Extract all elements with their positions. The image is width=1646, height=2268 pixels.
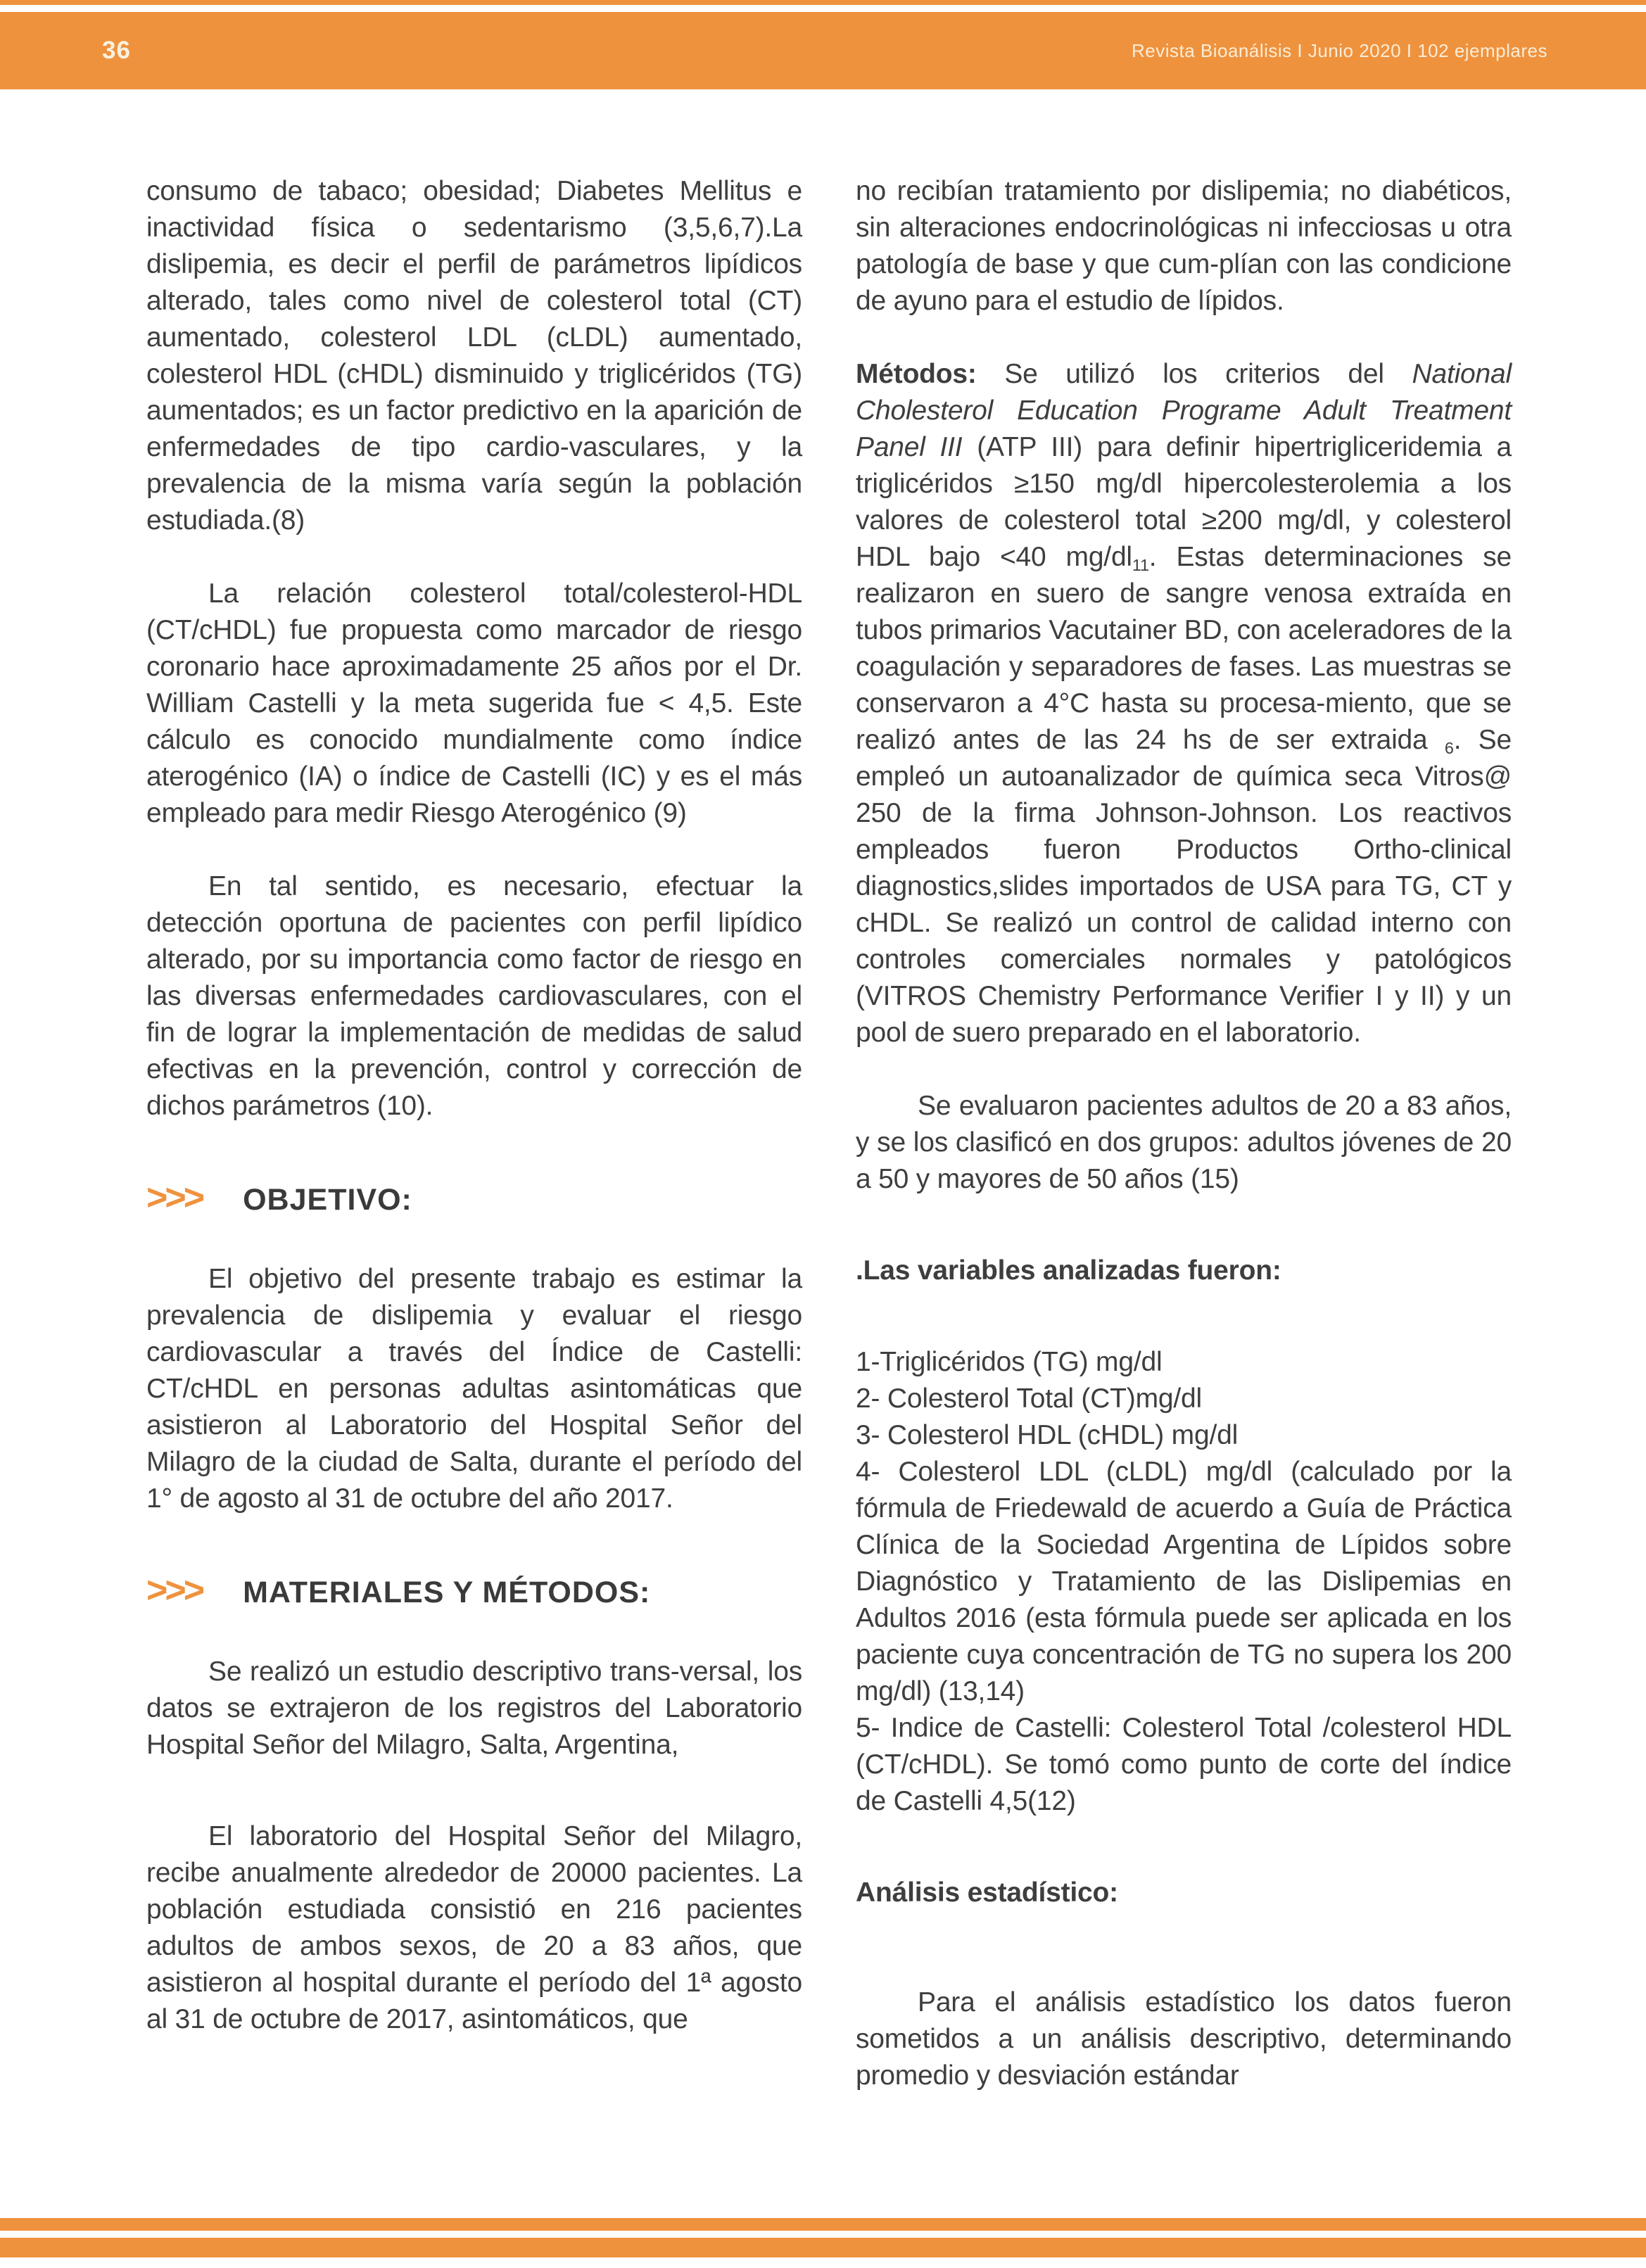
variables-list [856,1344,1512,1820]
list-item: 2- Colesterol Total (CT)mg/dl [856,1383,1202,1414]
italic-run: National Cholesterol Education Programe Adult Treatment Panel III [856,359,1512,462]
top-accent-strip [0,0,1646,5]
footer-stripe-bottom [0,2238,1646,2257]
text-run: En tal sentido, es necesario, efectuar la detección oportuna de pacientes con perfil lipídico alterado, por su importancia como factor de riesgo en las diversas enfermedades cardiovasculares, con el fin de lograr la implementación de medidas de salud efectivas en la prevención, control y corrección de dichos parámetros (10). [146,871,802,1121]
chevrons-icon: >>> [146,1570,203,1611]
variables-heading [856,1253,1512,1289]
intro-continuation-paragraph [146,173,802,539]
text-run: Se realizó un estudio descriptivo trans-versal, los datos se extrajeron de los registros del Laboratorio Hospital Señor del Milagro, Salta, Argentina, [146,1656,802,1760]
statistical-analysis-heading [856,1875,1512,1911]
inclusion-criteria-paragraph [856,173,1512,319]
study-design-paragraph [146,1654,802,1763]
section-heading-label: MATERIALES Y MÉTODOS: [243,1576,651,1609]
patients-groups-paragraph [856,1088,1512,1198]
text-run: El laboratorio del Hospital Señor del Milagro, recibe anualmente alrededor de 20000 pacientes. La población estudiada consistió en 216 pacientes adultos de ambos sexos, de 20 a 83 años, que asistieron al hospital durante el período del 1ª agosto al 31 de octubre de 2017, asintomáticos, que [146,1821,802,2034]
text-run: La relación colesterol total/colesterol-HDL (CT/cHDL) fue propuesta como marcador de riesgo coronario hace aproximadamente 25 años por el Dr. William Castelli y la meta sugerida fue < 4,5. Este cálculo es conocido mundialmente como índice aterogénico (IA) o índice de Castelli (IC) y es el más empleado para medir Riesgo Aterogénico (9) [146,578,802,828]
bold-run: .Las variables analizadas fueron: [856,1255,1281,1286]
statistical-analysis-paragraph [856,1984,1512,2094]
footer-stripe-top [0,2218,1646,2231]
text-run: Se evaluaron pacientes adultos de 20 a 83 años, y se los clasificó en dos grupos: adultos jóvenes de 20 a 50 y mayores de 50 años (15) [856,1091,1512,1194]
objective-paragraph [146,1261,802,1517]
journal-issue-info: Revista Bioanálisis I Junio 2020 I 102 ejemplares [1131,39,1547,61]
text-run: . Se empleó un autoanalizador de química seca Vitros@ 250 de la firma Johnson-Johnson. Los reactivos empleados fueron Productos Ortho-clinical diagnostics,slides importados de USA para TG, CT y cHDL. Se realizó un control de calidad interno con controles comerciales normales y patológicos (VITROS Chemistry Performance Verifier I y II) y un pool de suero preparado en el laboratorio. [856,725,1512,1048]
list-item: 5- Indice de Castelli: Colesterol Total /colesterol HDL (CT/cHDL). Se tomó como punto de corte del índice de Castelli 4,5(12) [856,1713,1512,1816]
page-number: 36 [102,37,131,64]
text-run: Para el análisis estadístico los datos fueron sometidos a un análisis descriptivo, determinando promedio y desviación estándar [856,1987,1512,2091]
left-column [146,173,802,2038]
text-run: (ATP III) para definir hipertrigliceridemia a triglicéridos ≥150 mg/dl hipercolesterolemia a los valores de colesterol total ≥200 mg/dl, y colesterol HDL bajo <40 mg/dl [856,432,1512,572]
bold-run: Análisis estadístico: [856,1877,1118,1908]
subscript-run: 11 [1132,556,1149,575]
header-bar [0,12,1646,89]
bold-run: Métodos: [856,359,1005,389]
list-item: 1-Triglicéridos (TG) mg/dl [856,1347,1163,1377]
section-heading [146,1179,802,1217]
study-population-paragraph [146,1818,802,2038]
methods-paragraph [856,356,1512,1051]
chevrons-icon: >>> [146,1177,203,1218]
text-run: Se utilizó los criterios del [1004,359,1412,389]
text-run: consumo de tabaco; obesidad; Diabetes Mellitus e inactividad física o sedentarismo (3,5,6,7).La dislipemia, es decir el perfil de parámetros lipídicos alterado, tales como nivel de colesterol total (CT) aumentado, colesterol LDL (cLDL) aumentado, colesterol HDL (cHDL) disminuido y triglicéridos (TG) aumentados; es un factor predictivo en la aparición de enfermedades de tipo cardio-vasculares, y la prevalencia de la misma varía según la población estudiada.(8) [146,176,802,536]
section-heading-label: OBJETIVO: [243,1183,412,1217]
section-heading [146,1572,802,1610]
text-run: El objetivo del presente trabajo es estimar la prevalencia de dislipemia y evaluar el riesgo cardiovascular a través del Índice de Castelli: CT/cHDL en personas adultas asintomáticas que asistieron al Laboratorio del Hospital Señor del Milagro de la ciudad de Salta, durante el período del 1° de agosto al 31 de octubre del año 2017. [146,1264,802,1514]
right-column [856,173,1512,2094]
text-run: no recibían tratamiento por dislipemia; no diabéticos, sin alteraciones endocrinológicas ni infecciosas u otra patología de base y que cum-plían con las condicione de ayuno para el estudio de lípidos. [856,176,1512,316]
list-item: 4- Colesterol LDL (cLDL) mg/dl (calculado por la fórmula de Friedewald de acuerdo a Guía de Práctica Clínica de la Sociedad Argentina de Lípidos sobre Diagnóstico y Tratamiento de las Dislipemias en Adultos 2016 (esta fórmula puede ser aplicada en los paciente cuya concentración de TG no supera los 200 mg/dl) (13,14) [856,1457,1512,1706]
early-detection-paragraph [146,868,802,1125]
castelli-index-paragraph [146,576,802,832]
list-item: 3- Colesterol HDL (cHDL) mg/dl [856,1420,1239,1450]
text-run: . Estas determinaciones se realizaron en suero de sangre venosa extraída en tubos primarios Vacutainer BD, con aceleradores de la coagulación y separadores de fases. Las muestras se conservaron a 4°C hasta su procesa-miento, que se realizó antes de las 24 hs de ser extraida [856,542,1512,755]
subscript-run: 6 [1444,739,1454,758]
